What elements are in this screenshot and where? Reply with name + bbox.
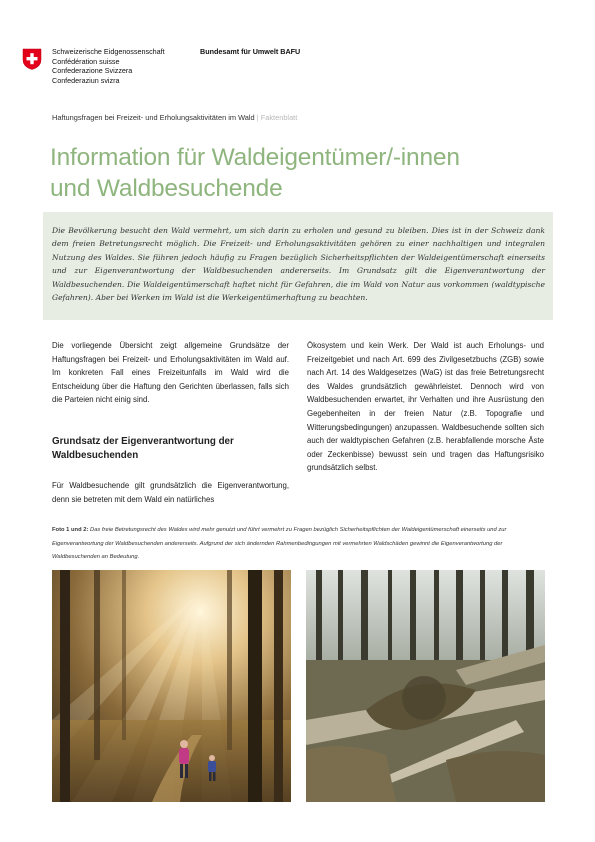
lead-paragraph: Die Bevölkerung besucht den Wald vermehrt, um sich darin zu erholen und gesund zu bleiben. Dies ist in der Schweiz dank dem freien Betretungsrecht möglich. Die Freizeit- und Erholungsaktivitäten gehören zu einer nachhaltigen und integralen Nutzung des Waldes. Sie führen jedoch häufig zu Fragen bezüglich Sicherheitspflichten der Waldeigentümerschaft einerseits und zur Eigenverantwortung der Waldbesuchenden andererseits. Im Grundsatz gilt die Eigenverantwortung der Waldbesuchenden. Die Waldeigentümerschaft haftet nicht für Gefahren, die im Wald von Natur aus vorkommen (waldtypische Gefahren). Aber bei Werken im Wald ist die Werkeigentümerhaftung zu beachten. xyxy=(52,226,545,303)
column2-paragraph: Ökosystem und kein Werk. Der Wald ist auch Erholungs- und Freizeitgebiet und nach Art. 699 des Zivilgesetzbuchs (ZGB) sowie nach Art. 14 des Waldgesetzes (WaG) ist das freie Betretungsrecht des Waldes grundsätzlich gewährleistet. Dennoch wird von Waldbesuchenden erwartet, ihr Verhalten und ihre Ausrüstung den Gegebenheiten in der freien Natur (z.B. Topografie und Witterungsbedingungen) anzupassen. Waldbesuchende sollten sich auch der waldtypischen Gefahren (z.B. herabfallende morsche Äste oder Zeckenbisse) bewusst sein und tragen das Haftungsrisiko grundsätzlich selbst. xyxy=(307,341,544,473)
breadcrumb-topic: Haftungsfragen bei Freizeit- und Erholungsaktivitäten im Wald xyxy=(52,113,255,122)
page-title-line-2: und Waldbesuchende xyxy=(50,175,283,202)
photo-forest-sunbeams xyxy=(52,570,291,802)
federal-authority-names xyxy=(52,47,165,85)
swiss-flag-icon xyxy=(21,48,43,70)
page-title xyxy=(50,142,550,204)
intro-paragraph: Die vorliegende Übersicht zeigt allgemeine Grundsätze der Haftungsfragen bei Freizeit- und Erholungsaktivitäten im Wald auf. Im konkreten Fall eines Freizeitunfalls im Wald wird die Entscheidung über die Haftung den Gerichten überlassen, falls sich die Parteien nicht einig sind. xyxy=(52,341,289,405)
authority-line-de: Schweizerische Eidgenossenschaft xyxy=(52,47,165,56)
photo-caption xyxy=(52,524,545,565)
breadcrumb-doc-type: Faktenblatt xyxy=(260,113,298,122)
caption-label: Foto 1 und 2: xyxy=(52,527,89,533)
page-title-line-1: Information für Waldeigentümer/-innen xyxy=(50,144,460,171)
authority-line-rm: Confederaziun svizra xyxy=(52,75,120,85)
authority-line-fr: Confédération suisse xyxy=(52,56,120,66)
breadcrumb-separator: | xyxy=(256,113,259,122)
authority-line-it: Confederazione Svizzera xyxy=(52,66,133,76)
section-heading: Grundsatz der Eigenverantwortung der Waldbesuchenden xyxy=(52,436,234,461)
photo-fallen-trees xyxy=(306,570,545,802)
section-paragraph: Für Waldbesuchende gilt grundsätzlich die Eigenverantwortung, denn sie betreten mit dem Wald ein natürliches xyxy=(52,481,289,504)
office-name: Bundesamt für Umwelt BAFU xyxy=(200,47,301,56)
breadcrumb xyxy=(52,113,297,122)
caption-text: Das freie Betretungsrecht des Waldes wird mehr genutzt und führt vermehrt zu Fragen bezüglich Sicherheitspflichten der Waldeigentümerschaft einerseits und zur Eigenverantwortung der Waldbesuchenden andererseits. Aufgrund der sich ändernden Rahmenbedingungen mit vermehrten Waldschäden gewinnt die Eigenverantwortung der Waldbesuchenden an Bedeutung. xyxy=(52,527,507,560)
